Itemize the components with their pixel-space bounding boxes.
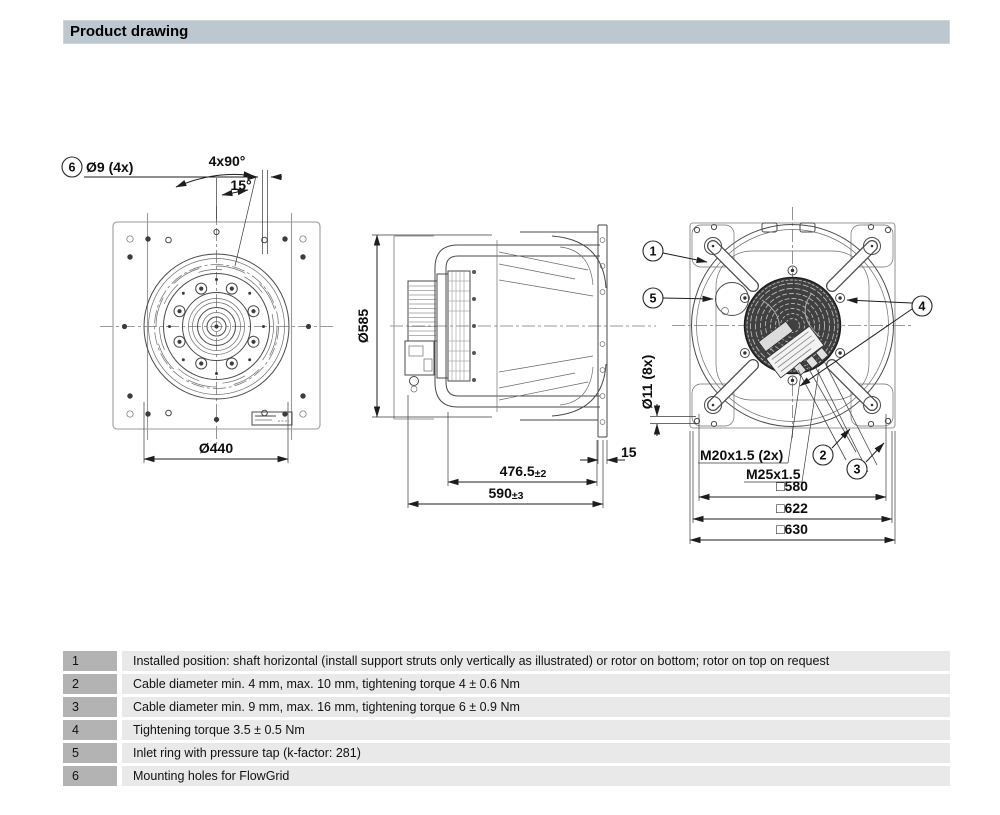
note-text: Installed position: shaft horizontal (install support struts only vertically as illustrated) or rotor on bottom; rotor on top on request xyxy=(122,651,950,671)
rear-holes-label: Ø11 (8x) xyxy=(639,354,655,410)
side-total-depth-dim: 590±3 xyxy=(488,485,524,502)
note-number: 3 xyxy=(63,697,117,717)
note-number: 2 xyxy=(63,674,117,694)
table-row xyxy=(63,743,950,763)
table-row xyxy=(63,766,950,786)
page-title: Product drawing xyxy=(70,23,189,40)
notes-table xyxy=(63,651,950,789)
rear-thread-m20: M20x1.5 (2x) xyxy=(700,447,784,463)
rear-sq580-dim: □580 xyxy=(776,478,808,494)
side-depth-dim: 476.5±2 xyxy=(499,463,547,480)
front-view xyxy=(62,153,334,463)
rear-sq630-dim: □630 xyxy=(776,521,808,537)
callout-2-number: 2 xyxy=(819,448,827,463)
note-text: Cable diameter min. 4 mm, max. 10 mm, tightening torque 4 ± 0.6 Nm xyxy=(122,674,950,694)
side-diameter-dim: Ø585 xyxy=(355,308,371,344)
note-number: 6 xyxy=(63,766,117,786)
note-text: Cable diameter min. 9 mm, max. 16 mm, tightening torque 6 ± 0.9 Nm xyxy=(122,697,950,717)
note-number: 4 xyxy=(63,720,117,740)
rotor-heatsink xyxy=(745,278,841,378)
front-angle-offset: 15° xyxy=(230,177,252,193)
note-text: Mounting holes for FlowGrid xyxy=(122,766,950,786)
front-diameter-dim: Ø440 xyxy=(198,440,234,456)
table-row xyxy=(63,697,950,717)
table-row xyxy=(63,651,950,671)
callout-6-number: 6 xyxy=(68,160,76,175)
side-view xyxy=(355,225,656,508)
note-text: Inlet ring with pressure tap (k-factor: 281) xyxy=(122,743,950,763)
rear-thread-m25: M25x1.5 xyxy=(746,466,801,482)
note-number: 1 xyxy=(63,651,117,671)
callout-1-number: 1 xyxy=(649,244,657,259)
motor xyxy=(405,281,437,392)
table-row xyxy=(63,720,950,740)
front-hole-label: Ø9 (4x) xyxy=(86,159,134,175)
callout-3-number: 3 xyxy=(853,462,861,477)
note-number: 5 xyxy=(63,743,117,763)
rear-view xyxy=(639,207,932,544)
callout-4-number: 4 xyxy=(918,299,926,314)
note-text: Tightening torque 3.5 ± 0.5 Nm xyxy=(122,720,950,740)
callout-5-number: 5 xyxy=(649,291,657,306)
rear-sq622-dim: □622 xyxy=(776,500,808,516)
side-plate-thickness-dim: 15 xyxy=(621,444,637,460)
front-angle-pattern: 4x90° xyxy=(208,153,246,169)
table-row xyxy=(63,674,950,694)
